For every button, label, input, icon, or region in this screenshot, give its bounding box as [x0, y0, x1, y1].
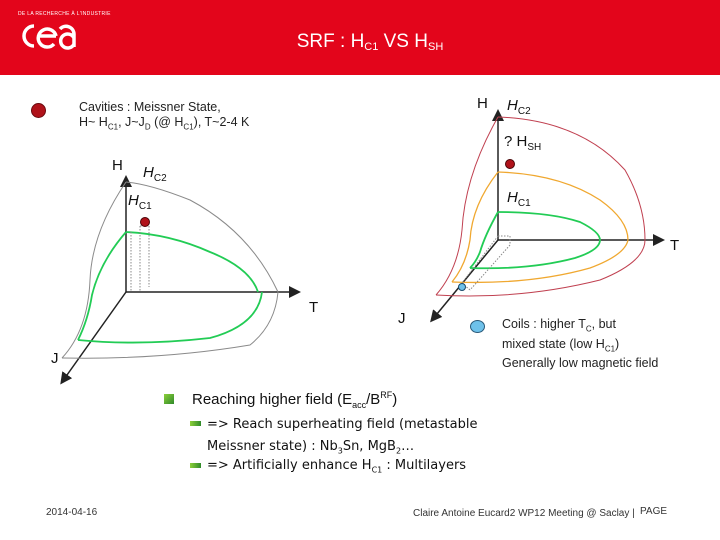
left-axis-t-label: T — [309, 299, 319, 316]
footer-page-label: PAGE — [640, 506, 668, 517]
footer-credit: Claire Antoine Eucard2 WP12 Meeting @ Saclay | — [413, 508, 635, 519]
slide-title: SRF : $H_{C1}$ VS $H_{SH}$ — [296, 31, 444, 53]
left-hc1-label: $H_{C1}$ — [128, 192, 152, 212]
left-hc2-label: $H_{C2}$ — [143, 164, 167, 184]
right-hsh-surface — [452, 172, 628, 282]
right-hc2-label: $H_{C2}$ — [507, 97, 531, 117]
blue-bullet-icon — [470, 320, 485, 333]
footer-date: 2014-04-16 — [46, 507, 98, 518]
sub-point-multilayers: => Artificially enhance $H_{C1}$ : Multilayers — [207, 458, 467, 475]
right-hc1-label: $H_{C1}$ — [507, 189, 531, 209]
right-coil-point-icon — [459, 284, 466, 291]
right-axes — [432, 112, 662, 320]
right-axis-t-label: T — [670, 237, 680, 254]
left-axis-h-label: H — [112, 157, 123, 174]
left-axis-j-label: J — [51, 350, 59, 367]
sub-point-superheating: => Reach superheating field (metastable Meissner state) : $Nb_3Sn$, MgB$_2$… — [207, 417, 478, 456]
green-dash-bullet-icon — [190, 421, 201, 426]
cavities-note: Cavities : Meissner State, H~ $H_{C1}$, $J\sim J_D$ (@ $H_{C1}$), T~2-4 K — [79, 100, 250, 132]
coils-note: Coils : higher $T_C$, but mixed state (low $H_{C1}$) Generally low magnetic field — [502, 317, 659, 370]
main-point: Reaching higher field $(E_{acc}/B^{RF})$ — [192, 390, 398, 410]
institution-tagline: DE LA RECHERCHE À L'INDUSTRIE — [18, 11, 111, 17]
right-hsh-label: ? $H_{SH}$ — [504, 133, 542, 153]
right-hsh-point-icon — [506, 160, 515, 169]
right-axis-h-label: H — [477, 95, 488, 112]
green-dash-bullet-icon — [190, 463, 201, 468]
green-square-bullet-icon — [164, 394, 174, 404]
right-axis-j-label: J — [398, 310, 406, 327]
